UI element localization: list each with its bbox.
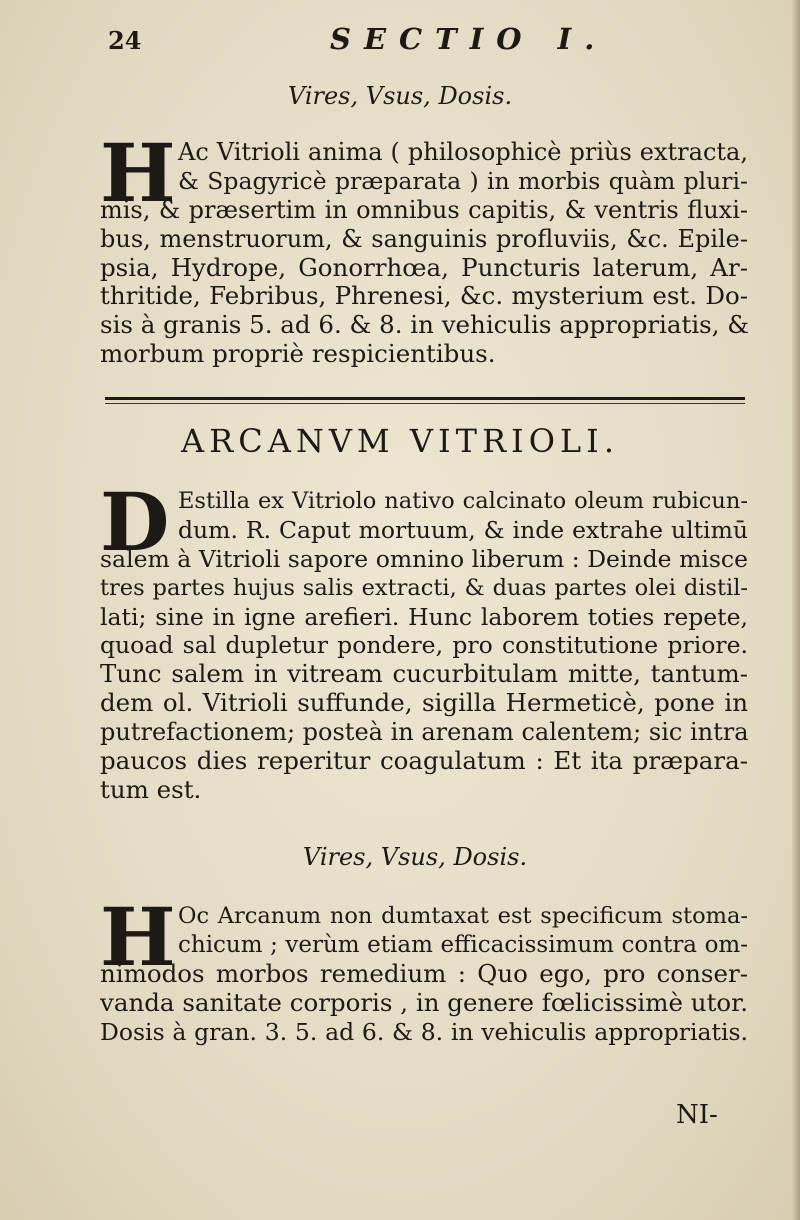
text-line: sis à granis 5. ad 6. & 8. in vehiculis appropriatis, & xyxy=(100,310,750,340)
paragraph-hoc-arcanum xyxy=(100,890,748,1046)
page-edge xyxy=(792,0,800,1220)
text-line: psia, Hydrope, Gonorrhœa, Puncturis laterum, Ar- xyxy=(100,252,748,282)
text-line: Estilla ex Vitriolo nativo calcinato oleum rubicun- xyxy=(178,488,748,514)
section-divider-thin xyxy=(105,403,745,404)
text-line: dem ol. Vitrioli suffunde, sigilla Hermeticè, pone in xyxy=(100,688,748,718)
text-line: morbum propriè respicientibus. xyxy=(100,339,496,369)
text-line: putrefactionem; posteà in arenam calentem; sic intra xyxy=(100,718,749,747)
text-line: quoad sal dupletur pondere, pro constitutione priore. xyxy=(100,631,748,660)
text-line: vanda sanitate corporis , in genere fœlicissimè utor. xyxy=(100,987,748,1017)
drop-cap: H xyxy=(100,890,176,984)
text-line: bus, menstruorum, & sanguinis profluviis, &c. Epile- xyxy=(100,224,748,253)
text-line: thritide, Febribus, Phrenesi, &c. mysterium est. Do- xyxy=(100,281,748,311)
subheading-vires-2: Vires, Vsus, Dosis. xyxy=(302,843,528,871)
text-line: salem à Vitrioli sapore omnino liberum : Deinde misce xyxy=(100,544,748,573)
text-line: tres partes hujus salis extracti, & duas partes olei distil- xyxy=(100,574,748,601)
paragraph-anima xyxy=(100,126,750,369)
page-number: 24 xyxy=(108,26,142,55)
section-title: ARCANVM VITRIOLI. xyxy=(181,422,619,460)
running-head: SECTIO I. xyxy=(330,22,608,56)
text-line: tum est. xyxy=(100,774,202,804)
text-line: Ac Vitrioli anima ( philosophicè priùs extracta, xyxy=(178,138,748,166)
text-line: paucos dies reperitur coagulatum : Et ita præpara- xyxy=(100,746,748,776)
text-line: chicum ; verùm etiam efficacissimum contra om- xyxy=(178,931,748,958)
text-line: Oc Arcanum non dumtaxat est specificum stoma- xyxy=(178,903,748,929)
paragraph-arcanum xyxy=(100,475,749,805)
text-line: Dosis à gran. 3. 5. ad 6. & 8. in vehiculis appropriatis. xyxy=(100,1017,748,1046)
subheading-vires-1: Vires, Vsus, Dosis. xyxy=(287,82,513,110)
catchword: NI- xyxy=(676,1100,718,1130)
drop-cap: D xyxy=(100,475,170,569)
drop-cap: H xyxy=(100,126,176,220)
text-line: lati; sine in igne arefieri. Hunc laborem toties repete, xyxy=(100,602,748,631)
section-divider xyxy=(105,397,745,400)
text-line: dum. R. Caput mortuum, & inde extrahe ultimū xyxy=(178,515,748,544)
text-line: & Spagyricè præparata ) in morbis quàm pluri- xyxy=(178,166,748,195)
text-line: nimodos morbos remedium : Quo ego, pro conser- xyxy=(100,958,748,988)
text-line: Tunc salem in vitream cucurbitulam mitte, tantum- xyxy=(100,659,748,689)
text-line: mis, & præsertim in omnibus capitis, & ventris fluxi- xyxy=(100,195,748,224)
